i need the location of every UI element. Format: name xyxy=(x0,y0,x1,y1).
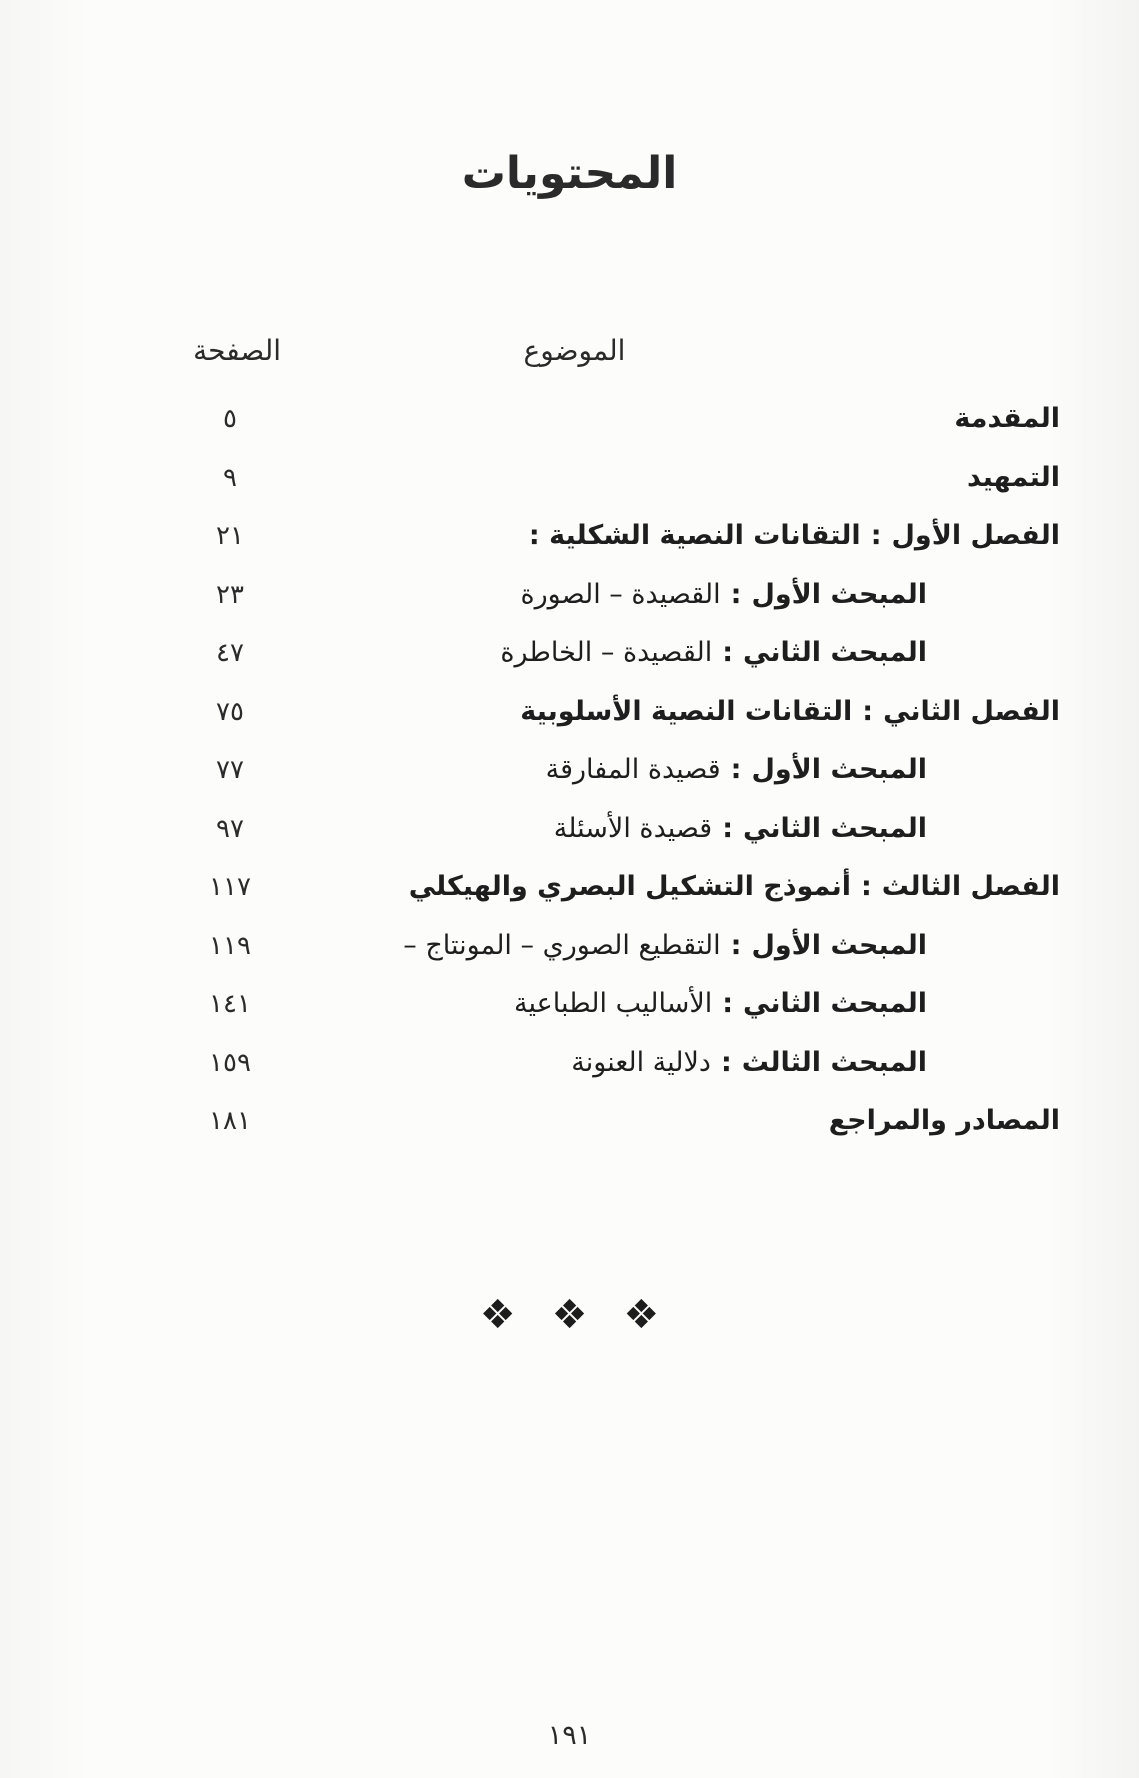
page-title: المحتويات xyxy=(461,148,678,199)
toc-entry-topic: الأساليب الطباعية xyxy=(514,988,713,1019)
toc-entry-label: المبحث الثاني xyxy=(743,812,927,844)
toc-entry-topic: أنموذج التشكيل البصري والهيكلي xyxy=(408,871,851,902)
toc-page-number: ٧٥ xyxy=(216,696,244,727)
toc-page-number: ٤٧ xyxy=(216,638,244,668)
toc-entry xyxy=(403,922,927,970)
toc-page-number: ٩٧ xyxy=(216,813,244,844)
toc-entry xyxy=(500,629,927,677)
toc-entry xyxy=(571,1039,927,1087)
toc-page-number: ٥ xyxy=(223,404,237,434)
toc-row xyxy=(180,512,1060,571)
toc-entry-separator: : xyxy=(720,1046,732,1078)
toc-entry-topic: قصيدة الأسئلة xyxy=(553,812,713,844)
toc-entry-separator: : xyxy=(862,695,874,727)
toc-page-number: ٢٣ xyxy=(216,579,244,610)
toc-entry-label: المبحث الأول xyxy=(751,578,927,610)
toc-page-number: ١٨١ xyxy=(209,1106,251,1136)
toc-page-number: ١٥٩ xyxy=(209,1047,251,1078)
toc-entry xyxy=(409,863,1060,911)
toc-row xyxy=(180,1097,1060,1156)
toc-entry xyxy=(954,395,1060,443)
toc-entry xyxy=(529,512,1060,560)
toc-page-number: ٩ xyxy=(223,462,237,493)
toc-page-number: ٧٧ xyxy=(216,755,244,785)
toc-row xyxy=(180,629,1060,688)
toc-row xyxy=(180,395,1060,454)
toc-row xyxy=(180,746,1060,805)
four-diamond-ornament-icon: ❖ xyxy=(479,1292,516,1338)
toc-row xyxy=(180,1039,1060,1098)
toc-row xyxy=(180,863,1060,922)
toc-page-number: ١١٩ xyxy=(209,930,251,961)
toc-row xyxy=(180,805,1060,864)
toc-entry-separator: : xyxy=(722,988,734,1019)
toc-entry-label: المبحث الثاني xyxy=(743,988,927,1019)
table-of-contents xyxy=(180,395,1060,1156)
subject-column-header: الموضوع xyxy=(523,334,626,367)
toc-entry-topic: القصيدة – الخاطرة xyxy=(500,637,713,668)
toc-entry-separator: : xyxy=(870,520,882,551)
toc-entry xyxy=(520,571,927,619)
toc-row xyxy=(180,980,1060,1039)
toc-entry-topic: التقطيع الصوري – المونتاج – xyxy=(403,929,721,961)
toc-entry-label: الفصل الأول xyxy=(891,520,1060,551)
toc-row xyxy=(180,454,1060,513)
toc-entry-separator: : xyxy=(860,871,872,902)
toc-entry-label: المبحث الثالث xyxy=(741,1046,927,1078)
section-ornament xyxy=(0,1292,1139,1338)
toc-entry xyxy=(967,454,1060,502)
toc-page-number: ٢١ xyxy=(216,521,244,551)
four-diamond-ornament-icon: ❖ xyxy=(551,1292,588,1338)
toc-entry-label: المبحث الثاني xyxy=(743,637,927,668)
page-number-footer: ١٩١ xyxy=(547,1720,592,1751)
toc-entry-label: المبحث الأول xyxy=(751,754,927,785)
four-diamond-ornament-icon: ❖ xyxy=(623,1292,660,1338)
toc-entry xyxy=(514,980,927,1028)
toc-row xyxy=(180,688,1060,747)
toc-row xyxy=(180,922,1060,981)
toc-page-number: ١١٧ xyxy=(209,872,251,902)
toc-entry xyxy=(829,1097,1060,1145)
toc-entry-label: المبحث الأول xyxy=(751,929,927,961)
toc-entry-label: التمهيد xyxy=(967,461,1060,493)
toc-entry xyxy=(554,805,927,853)
toc-entry-separator: : xyxy=(730,929,742,961)
toc-entry-topic: دلالية العنونة xyxy=(571,1046,711,1078)
toc-entry xyxy=(546,746,927,794)
toc-entry-topic: التقانات النصية الشكلية : xyxy=(528,520,861,551)
toc-entry-topic: قصيدة المفارقة xyxy=(545,754,721,785)
toc-entry-separator: : xyxy=(722,812,734,844)
toc-entry-label: الفصل الثاني xyxy=(883,695,1060,727)
toc-entry-label: المقدمة xyxy=(954,403,1060,434)
toc-entry-separator: : xyxy=(730,754,742,785)
toc-page-number: ١٤١ xyxy=(209,989,251,1019)
toc-entry-topic: التقانات النصية الأسلوبية xyxy=(520,695,853,727)
toc-entry-topic: القصيدة – الصورة xyxy=(520,578,721,610)
toc-entry-separator: : xyxy=(722,637,734,668)
page-column-header: الصفحة xyxy=(193,334,281,367)
toc-entry-separator: : xyxy=(730,578,742,610)
toc-entry-label: الفصل الثالث xyxy=(881,871,1060,902)
toc-entry xyxy=(520,688,1060,736)
toc-row xyxy=(180,571,1060,630)
toc-entry-label: المصادر والمراجع xyxy=(828,1105,1060,1136)
